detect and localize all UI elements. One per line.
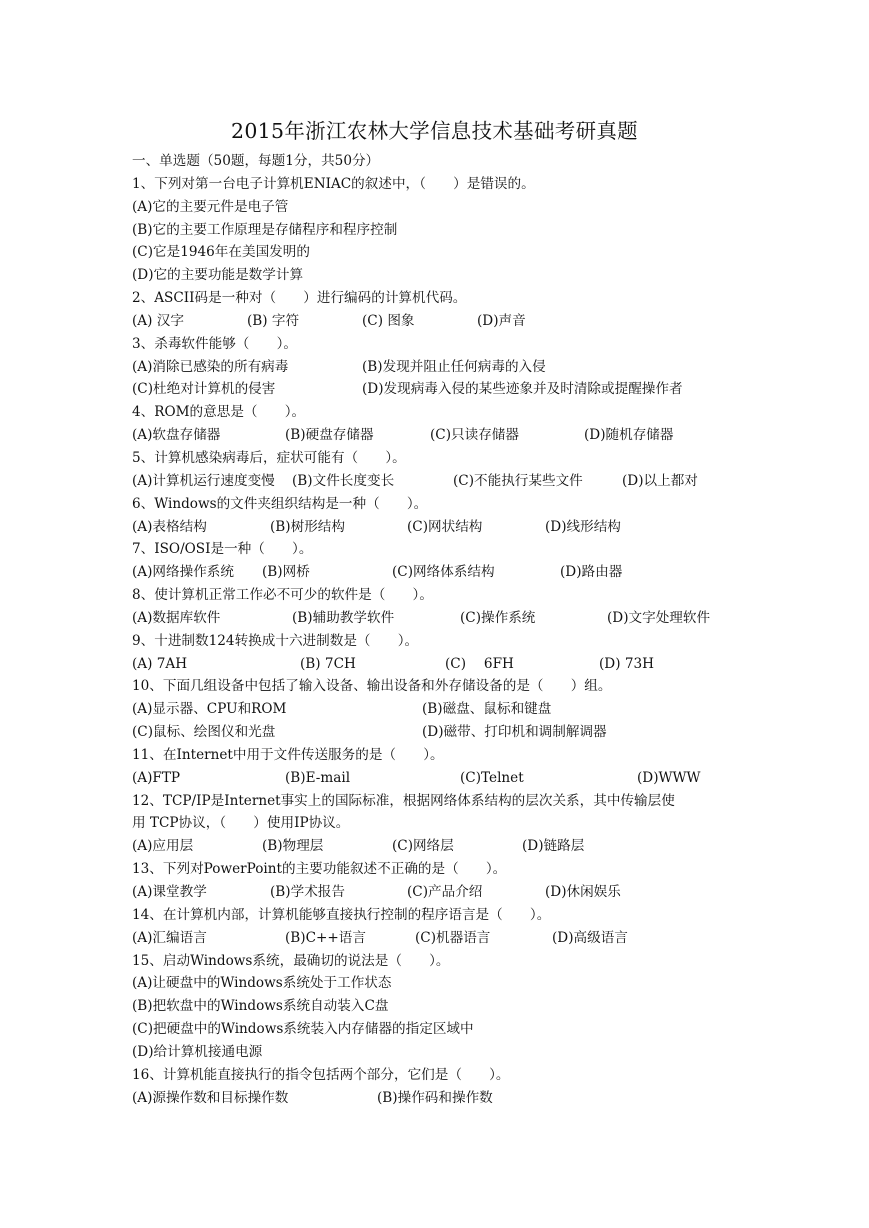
option-row	[132, 721, 732, 744]
answer-option: (B)物理层	[262, 838, 324, 855]
answer-option: (A)课堂教学	[132, 884, 207, 900]
answer-option: (A)汇编语言	[132, 929, 207, 946]
text-line: 4、ROM的意思是（ ）。	[132, 404, 306, 421]
answer-option: (D)路由器	[560, 564, 623, 581]
text-line: 7、ISO/OSI是一种（ ）。	[132, 541, 313, 558]
answer-option: (C)只读存储器	[430, 427, 519, 444]
option-row	[132, 470, 732, 493]
text-line: (B)它的主要工作原理是存储程序和程序控制	[132, 221, 398, 238]
answer-option: (C)网络体系结构	[392, 564, 495, 581]
answer-option: (C)鼠标、绘图仪和光盘	[132, 724, 276, 741]
text-line: 13、下列对PowerPoint的主要功能叙述不正确的是（ ）。	[132, 861, 507, 878]
answer-option: (C)网络层	[392, 838, 454, 855]
answer-option: (B)磁盘、鼠标和键盘	[422, 701, 552, 718]
option-row	[132, 881, 732, 904]
answer-option: (A)表格结构	[132, 518, 207, 535]
text-line: 8、使计算机正常工作必不可少的软件是（ ）。	[132, 587, 433, 604]
answer-option: (A)数据库软件	[132, 609, 221, 626]
text-line: 6、Windows的文件夹组织结构是一种（ ）。	[132, 495, 428, 512]
text-line: (C)把硬盘中的Windows系统装入内存储器的指定区域中	[132, 1021, 474, 1038]
answer-option: (B)树形结构	[270, 518, 345, 535]
text-line: 10、下面几组设备中包括了输入设备、输出设备和外存储设备的是（ ）组。	[132, 678, 612, 695]
answer-option: (D)随机存储器	[584, 427, 674, 444]
text-line: 15、启动Windows系统，最确切的说法是（ ）。	[132, 952, 450, 969]
text-line: 16、计算机能直接执行的指令包括两个部分，它们是（ ）。	[132, 1066, 510, 1083]
answer-option: (C)杜绝对计算机的侵害	[132, 381, 276, 398]
text-line: 11、在Internet中用于文件传送服务的是（ ）。	[132, 746, 444, 763]
answer-option: (A)显示器、CPU和ROM	[132, 701, 287, 718]
answer-option: (C) 图象	[362, 312, 415, 329]
answer-option: (C)操作系统	[460, 609, 536, 626]
answer-option: (D) 73H	[599, 655, 654, 672]
answer-option: (D)链路层	[522, 838, 585, 855]
option-row	[132, 561, 732, 584]
option-row	[132, 835, 732, 858]
text-line: (B)把软盘中的Windows系统自动装入C盘	[132, 998, 389, 1015]
text-line: 一、单选题（50题，每题1分，共50分）	[132, 153, 380, 169]
answer-option: (A)网络操作系统	[132, 564, 234, 581]
answer-option: (B)操作码和操作数	[377, 1089, 493, 1106]
answer-option: (D)发现病毒入侵的某些迹象并及时清除或提醒操作者	[362, 381, 683, 398]
option-row	[132, 424, 732, 447]
answer-option: (C)不能执行某些文件	[453, 472, 583, 489]
option-row	[132, 698, 732, 721]
answer-option: (A)计算机运行速度变慢	[132, 472, 275, 489]
answer-option: (B) 7CH	[300, 655, 356, 672]
answer-option: (D)文字处理软件	[607, 609, 711, 626]
answer-option: (D)高级语言	[552, 929, 628, 946]
document-title: 2015年浙江农林大学信息技术基础考研真题	[231, 119, 638, 143]
text-line: (D)给计算机接通电源	[132, 1043, 263, 1060]
option-row	[132, 767, 732, 790]
answer-option: (A)源操作数和目标操作数	[132, 1089, 289, 1106]
text-line: 3、杀毒软件能够（ ）。	[132, 335, 297, 352]
answer-option: (D)以上都对	[622, 472, 698, 489]
option-row	[132, 310, 732, 333]
text-line: 9、十进制数124转换成十六进制数是（ ）。	[132, 632, 419, 649]
option-row	[132, 378, 732, 401]
text-line: 12、TCP/IP是Internet事实上的国际标准，根据网络体系结构的层次关系，其中传输层使	[132, 792, 675, 809]
answer-option: (A)应用层	[132, 838, 194, 855]
text-line: 用 TCP协议，（ ）使用IP协议。	[132, 815, 350, 832]
text-line: 14、在计算机内部，计算机能够直接执行控制的程序语言是（ ）。	[132, 906, 551, 923]
answer-option: (A) 7AH	[132, 655, 188, 672]
answer-option: (B)文件长度变长	[292, 472, 395, 489]
text-line: (A)它的主要元件是电子管	[132, 198, 289, 215]
answer-option: (C)产品介绍	[407, 884, 483, 900]
option-row	[132, 1087, 732, 1110]
answer-option: (D)休闲娱乐	[545, 884, 621, 900]
answer-option: (D)线形结构	[545, 518, 621, 535]
answer-option: (D)声音	[477, 312, 526, 329]
answer-option: (B)硬盘存储器	[285, 427, 374, 444]
option-row	[132, 653, 732, 676]
answer-option: (B)发现并阻止任何病毒的入侵	[362, 358, 546, 375]
answer-option: (D)WWW	[637, 769, 701, 786]
option-row	[132, 927, 732, 950]
option-row	[132, 516, 732, 539]
answer-option: (A)消除已感染的所有病毒	[132, 358, 289, 375]
option-row	[132, 356, 732, 379]
answer-option: (B)C++语言	[285, 929, 366, 946]
answer-option: (B) 字符	[247, 312, 300, 329]
text-line: 5、计算机感染病毒后，症状可能有（ ）。	[132, 449, 406, 466]
answer-option: (B)E-mail	[285, 769, 351, 786]
option-row	[132, 607, 732, 630]
text-line: (D)它的主要功能是数学计算	[132, 267, 304, 284]
answer-option: (C)网状结构	[407, 518, 483, 535]
text-line: (C)它是1946年在美国发明的	[132, 244, 310, 261]
answer-option: (C)Telnet	[460, 769, 524, 786]
answer-option: (B)学术报告	[270, 884, 345, 900]
answer-option: (A)FTP	[132, 769, 181, 786]
answer-option: (D)磁带、打印机和调制解调器	[422, 724, 607, 741]
answer-option: (A)软盘存储器	[132, 427, 221, 444]
answer-option: (C)机器语言	[415, 929, 491, 946]
question-list	[132, 150, 732, 1109]
text-line: 2、ASCII码是一种对（ ）进行编码的计算机代码。	[132, 290, 467, 307]
text-line: 1、下列对第一台电子计算机ENIAC的叙述中，（ ）是错误的。	[132, 175, 535, 192]
answer-option: (B)网桥	[262, 564, 310, 581]
text-line: (A)让硬盘中的Windows系统处于工作状态	[132, 975, 392, 992]
answer-option: (C) 6FH	[445, 655, 514, 672]
answer-option: (A) 汉字	[132, 312, 184, 329]
answer-option: (B)辅助教学软件	[292, 609, 395, 626]
